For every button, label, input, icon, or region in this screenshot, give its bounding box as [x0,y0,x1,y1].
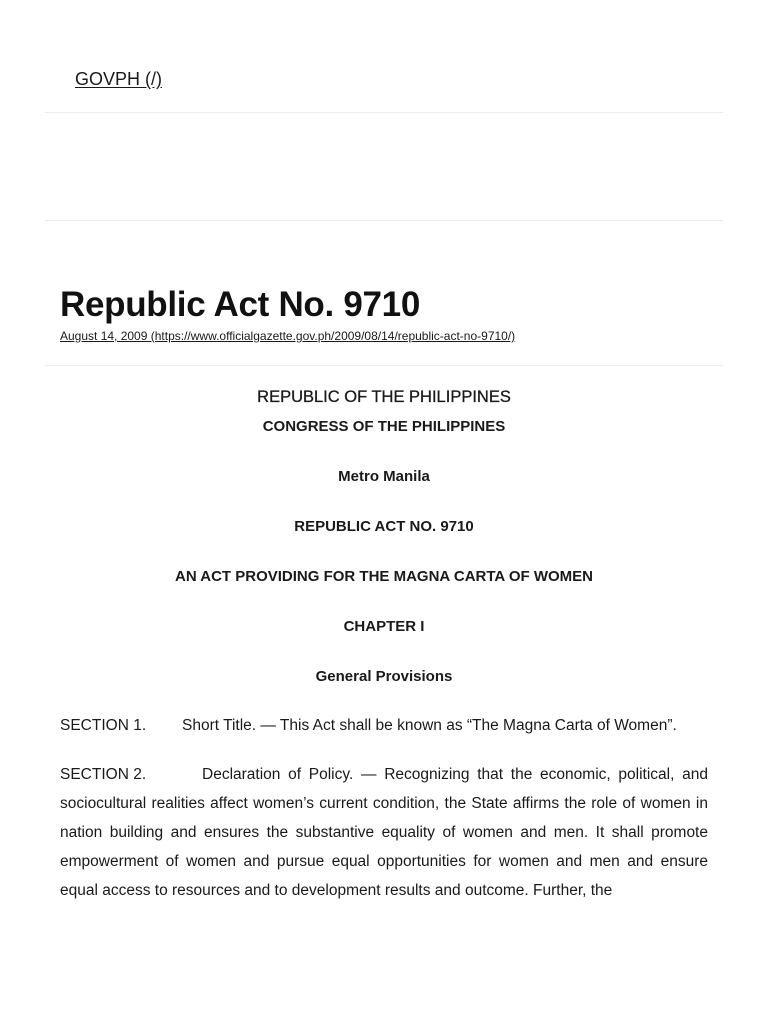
article-date-link[interactable]: August 14, 2009 (https://www.officialgazette.gov.ph/2009/08/14/republic-act-no-9710/) [60,329,516,343]
article-body [60,382,708,905]
article-header [45,221,723,366]
page-title: Republic Act No. 9710 [60,285,421,324]
top-navigation [45,0,723,113]
chapter-heading: CHAPTER I [343,618,425,635]
chapter-title: General Provisions [315,668,453,685]
document-location: Metro Manila [338,468,430,485]
document-act-number: REPUBLIC ACT NO. 9710 [294,518,474,535]
section-1-label: SECTION 1. [60,717,147,734]
banner-area [45,113,723,221]
section-2 [60,760,708,905]
section-1-text: Short Title. — This Act shall be known as “The Magna Carta of Women”. [182,717,677,734]
section-1 [60,711,708,740]
document-act-title: AN ACT PROVIDING FOR THE MAGNA CARTA OF WOMEN [174,568,594,585]
govph-link[interactable]: GOVPH (/) [75,69,163,89]
section-2-text: Declaration of Policy. — Recognizing that the economic, political, and sociocultural realities affect women’s current condition, the State affirms the role of women in nation building and ensures the substantive equality of women and men. It shall promote empowerment of women and pursue equal opportunities for women and men and ensure equal access to resources and to development results and outcome. Further, the [60,766,708,899]
document-heading-congress: CONGRESS OF THE PHILIPPINES [262,418,506,435]
section-2-label: SECTION 2. [60,766,147,783]
document-heading-republic: REPUBLIC OF THE PHILIPPINES [257,388,511,406]
